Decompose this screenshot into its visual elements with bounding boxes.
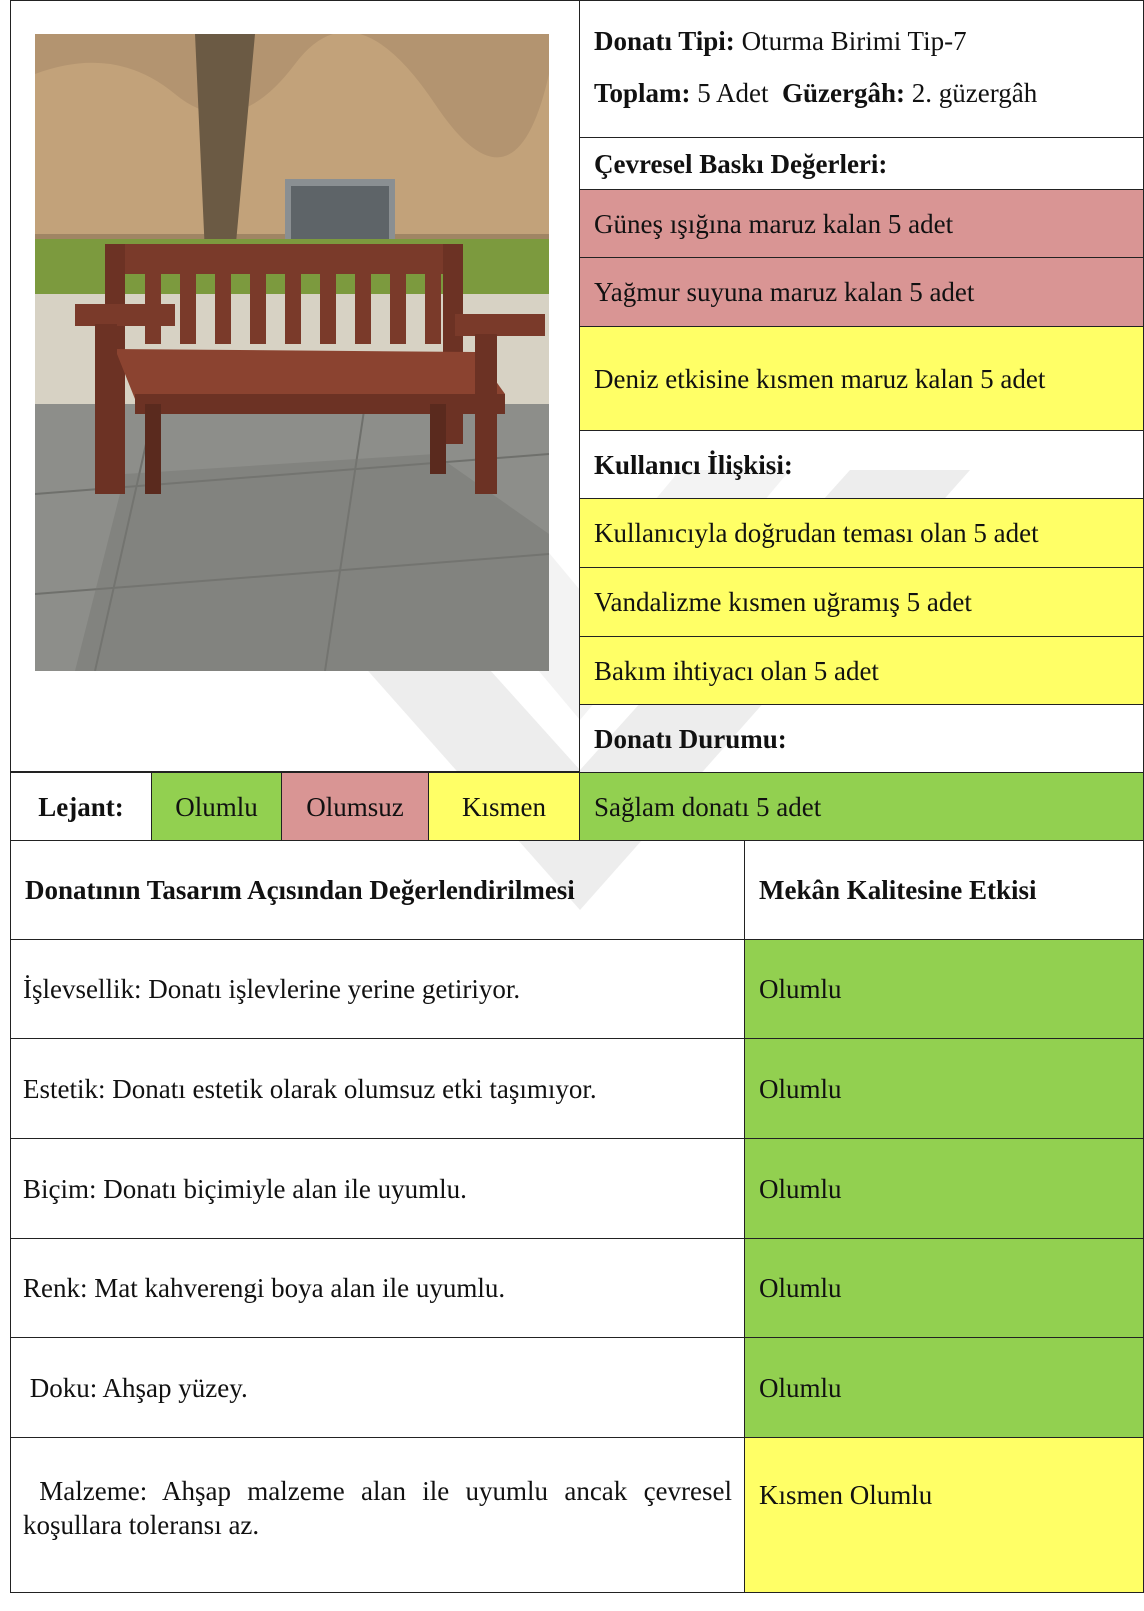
effect-material bbox=[744, 1437, 1144, 1593]
user-item-vandalism: Vandalizme kısmen uğramış 5 adet bbox=[579, 567, 1144, 637]
effect-color: Olumlu bbox=[744, 1238, 1144, 1338]
user-item-maintenance: Bakım ihtiyacı olan 5 adet bbox=[579, 636, 1144, 705]
criterion-functionality: İşlevsellik: Donatı işlevlerine yerine getiriyor. bbox=[10, 939, 745, 1039]
condition-heading: Donatı Durumu: bbox=[579, 704, 1144, 773]
condition-value: Sağlam donatı 5 adet bbox=[579, 772, 1144, 841]
user-heading: Kullanıcı İlişkisi: bbox=[579, 430, 1144, 499]
equipment-evaluation-sheet bbox=[10, 0, 1144, 1611]
criterion-form: Biçim: Donatı biçimiyle alan ile uyumlu. bbox=[10, 1138, 745, 1239]
criterion-texture bbox=[10, 1337, 745, 1438]
legend-label: Lejant: bbox=[10, 772, 152, 841]
criterion-material bbox=[10, 1437, 745, 1593]
criterion-aesthetics: Estetik: Donatı estetik olarak olumsuz etki taşımıyor. bbox=[10, 1038, 745, 1139]
total-label: Toplam: bbox=[594, 78, 691, 108]
pressure-item-sea bbox=[579, 326, 1144, 431]
effect-texture: Olumlu bbox=[744, 1337, 1144, 1438]
route-value: 2. güzergâh bbox=[911, 78, 1038, 108]
effect-aesthetics: Olumlu bbox=[744, 1038, 1144, 1139]
effect-material-text: Kısmen Olumlu bbox=[759, 1480, 933, 1510]
bench-photo bbox=[35, 34, 549, 671]
pressure-item-sunlight: Güneş ışığına maruz kalan 5 adet bbox=[579, 189, 1144, 258]
user-item-contact: Kullanıcıyla doğrudan teması olan 5 adet bbox=[579, 498, 1144, 568]
effect-form: Olumlu bbox=[744, 1138, 1144, 1239]
criterion-color: Renk: Mat kahverengi boya alan ile uyumlu. bbox=[10, 1238, 745, 1338]
evaluation-header-effect: Mekân Kalitesine Etkisi bbox=[744, 840, 1144, 940]
total-value: 5 Adet bbox=[697, 78, 769, 108]
legend-negative: Olumsuz bbox=[281, 772, 429, 841]
legend-partial: Kısmen bbox=[428, 772, 580, 841]
photo-cell bbox=[10, 0, 580, 772]
pressure-item-rain: Yağmur suyuna maruz kalan 5 adet bbox=[579, 257, 1144, 327]
criterion-texture-text: Doku: Ahşap yüzey. bbox=[23, 1372, 248, 1403]
evaluation-header-criteria: Donatının Tasarım Açısından Değerlendirilmesi bbox=[10, 840, 745, 940]
type-label: Donatı Tipi: bbox=[594, 26, 735, 56]
type-value: Oturma Birimi Tip-7 bbox=[741, 26, 967, 56]
pressure-item-sea-text: Deniz etkisine kısmen maruz kalan 5 adet bbox=[594, 363, 1046, 394]
criterion-material-text: Malzeme: Ahşap malzeme alan ile uyumlu ancak çevresel koşullara toleransı az. bbox=[23, 1476, 739, 1540]
effect-functionality: Olumlu bbox=[744, 939, 1144, 1039]
legend-positive: Olumlu bbox=[151, 772, 282, 841]
pressure-heading: Çevresel Baskı Değerleri: bbox=[579, 137, 1144, 190]
route-label: Güzergâh: bbox=[782, 78, 906, 108]
type-route-cell bbox=[579, 0, 1144, 138]
